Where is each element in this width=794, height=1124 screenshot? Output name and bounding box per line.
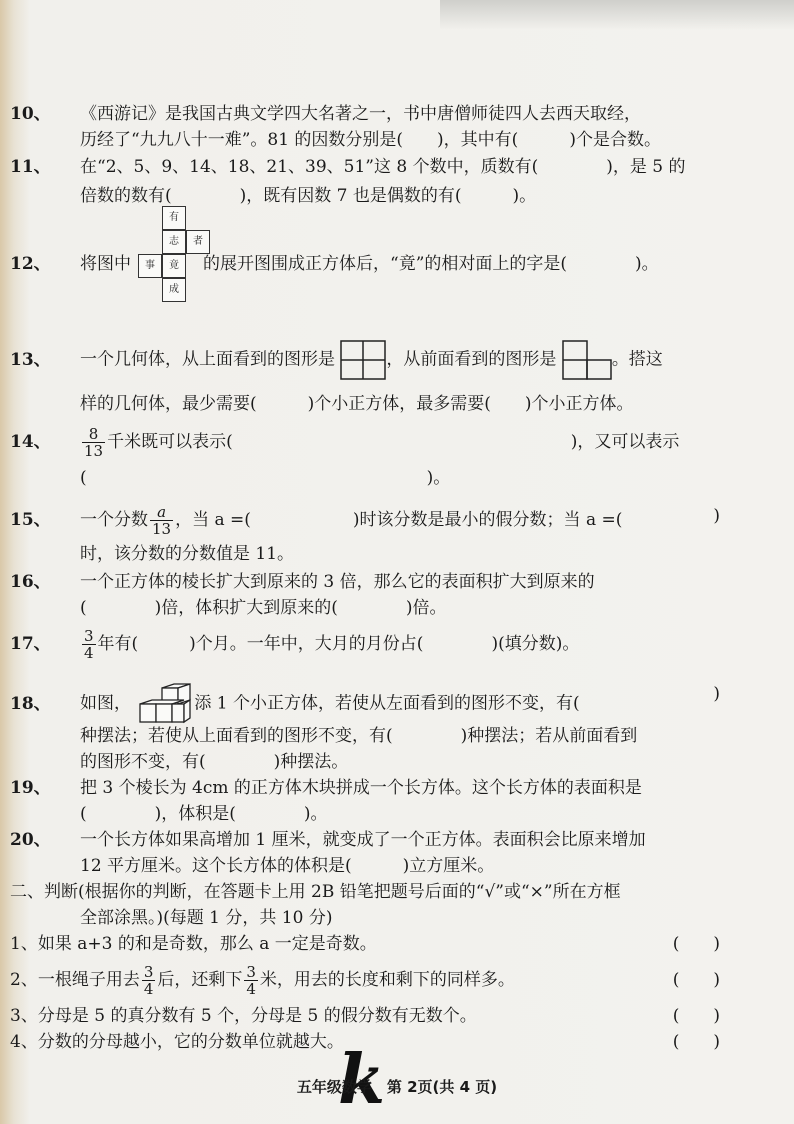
answer-paren: ( ): [672, 934, 720, 954]
question-18-line3: 的图形不变，有( )种摆法。: [80, 752, 349, 772]
question-19-line2: ( )，体积是( )。: [80, 804, 328, 824]
question-number: 19、: [10, 778, 51, 798]
question-number: 15、: [10, 510, 51, 530]
watermark-logo: k: [338, 1040, 386, 1120]
fraction-a-13: $\frac{a}{13}$: [152, 503, 172, 538]
net-face: 有: [162, 206, 186, 230]
page-footer: 五年级数学 第 2页(共 4 页): [296, 1078, 498, 1096]
section-2-heading-line2: 全部涂黑。)(每题 1 分，共 10 分): [80, 908, 333, 928]
question-number: 17、: [10, 634, 51, 654]
question-number: 12、: [10, 254, 51, 274]
question-15-line2: 时，该分数的分数值是 11。: [80, 544, 295, 564]
question-13-line2: 样的几何体，最少需要( )个小正方体，最多需要( )个小正方体。: [80, 394, 634, 414]
question-13: 13、 一个几何体，从上面看到的图形是 ，从前面看到的图形是 。搭这: [10, 340, 720, 380]
answer-paren: ( ): [672, 970, 720, 990]
cube-stack-figure: [136, 682, 194, 726]
question-number: 10、: [10, 104, 51, 124]
question-16-line2: ( )倍，体积扩大到原来的( )倍。: [80, 598, 447, 618]
fraction-3-4: $\frac{3}{4}$: [246, 963, 256, 998]
question-12: 12、 将图中 的展开图围成正方体后，“竟”的相对面上的字是( )。: [10, 254, 659, 274]
question-18-line2: 种摆法；若使从上面看到的图形不变，有( )种摆法；若从前面看到: [80, 726, 638, 746]
question-20: 20、 一个长方体如果高增加 1 厘米，就变成了一个正方体。表面积会比原来增加: [10, 830, 646, 850]
fraction-3-4: $\frac{3}{4}$: [84, 627, 94, 662]
net-face: 成: [162, 278, 186, 302]
net-face: 者: [186, 230, 210, 254]
question-14: 14、 $\frac{8}{13}$ 千米既可以表示( )，又可以表示: [10, 425, 680, 460]
judge-item-4: 4、分数的分母越小，它的分数单位就越大。 ( ): [10, 1032, 720, 1052]
question-11: 11、 在“2、5、9、14、18、21、39、51”这 8 个数中，质数有( )，是 5 的: [10, 157, 686, 177]
question-17: 17、 $\frac{3}{4}$ 年有( )个月。一年中，大月的月份占( )(填分数)。: [10, 627, 580, 662]
top-view-figure: [340, 340, 386, 380]
question-16: 16、 一个正方体的棱长扩大到原来的 3 倍，那么它的表面积扩大到原来的: [10, 572, 595, 592]
judge-item-3: 3、分母是 5 的真分数有 5 个，分母是 5 的假分数有无数个。 ( ): [10, 1006, 720, 1026]
net-face: 事: [138, 254, 162, 278]
question-15: 15、 一个分数 $\frac{a}{13}$ ，当 a =( )时该分数是最小的假分数；当 a =( ): [10, 503, 720, 538]
question-number: 16、: [10, 572, 51, 592]
question-18: 18、 如图， 添 1 个小正方体，若使从左面看到的图形不变，有( ): [10, 682, 720, 726]
question-number: 18、: [10, 693, 51, 714]
fraction-3-4: $\frac{3}{4}$: [143, 963, 154, 998]
question-number: 11、: [10, 157, 51, 177]
question-10-line2: 历经了“九九八十一难”。81 的因数分别是( )，其中有( )个是合数。: [80, 130, 661, 150]
judge-item-1: 1、如果 a+3 的和是奇数，那么 a 一定是奇数。 ( ): [10, 934, 720, 954]
question-19: 19、 把 3 个棱长为 4cm 的正方体木块拼成一个长方体。这个长方体的表面积是: [10, 778, 642, 798]
answer-paren: ( ): [672, 1032, 720, 1052]
question-10: 10、 《西游记》是我国古典文学四大名著之一，书中唐僧师徒四人去西天取经，: [10, 104, 641, 124]
fraction-8-13: $\frac{8}{13}$: [84, 425, 104, 460]
question-14-line2: ( )。: [80, 468, 451, 488]
question-20-line2: 12 平方厘米。这个长方体的体积是( )立方厘米。: [80, 856, 495, 876]
question-11-line2: 倍数的数有( )，既有因数 7 也是偶数的有( )。: [80, 186, 537, 206]
front-view-figure: [562, 340, 612, 380]
net-face: 志: [162, 230, 186, 254]
section-2-heading: 二、判断(根据你的判断，在答题卡上用 2B 铅笔把题号后面的“√”或“×”所在方框: [10, 882, 621, 902]
net-face: 竟: [162, 254, 186, 278]
question-number: 20、: [10, 830, 51, 850]
question-number: 13、: [10, 349, 51, 370]
judge-item-2: 2、一根绳子用去 $\frac{3}{4}$ 后，还剩下 $\frac{3}{4}$ 米，用去的长度和剩下的同样多。 ( ): [10, 963, 720, 998]
question-number: 14、: [10, 432, 51, 452]
scan-shadow: [440, 0, 794, 30]
answer-paren: ( ): [672, 1006, 720, 1026]
